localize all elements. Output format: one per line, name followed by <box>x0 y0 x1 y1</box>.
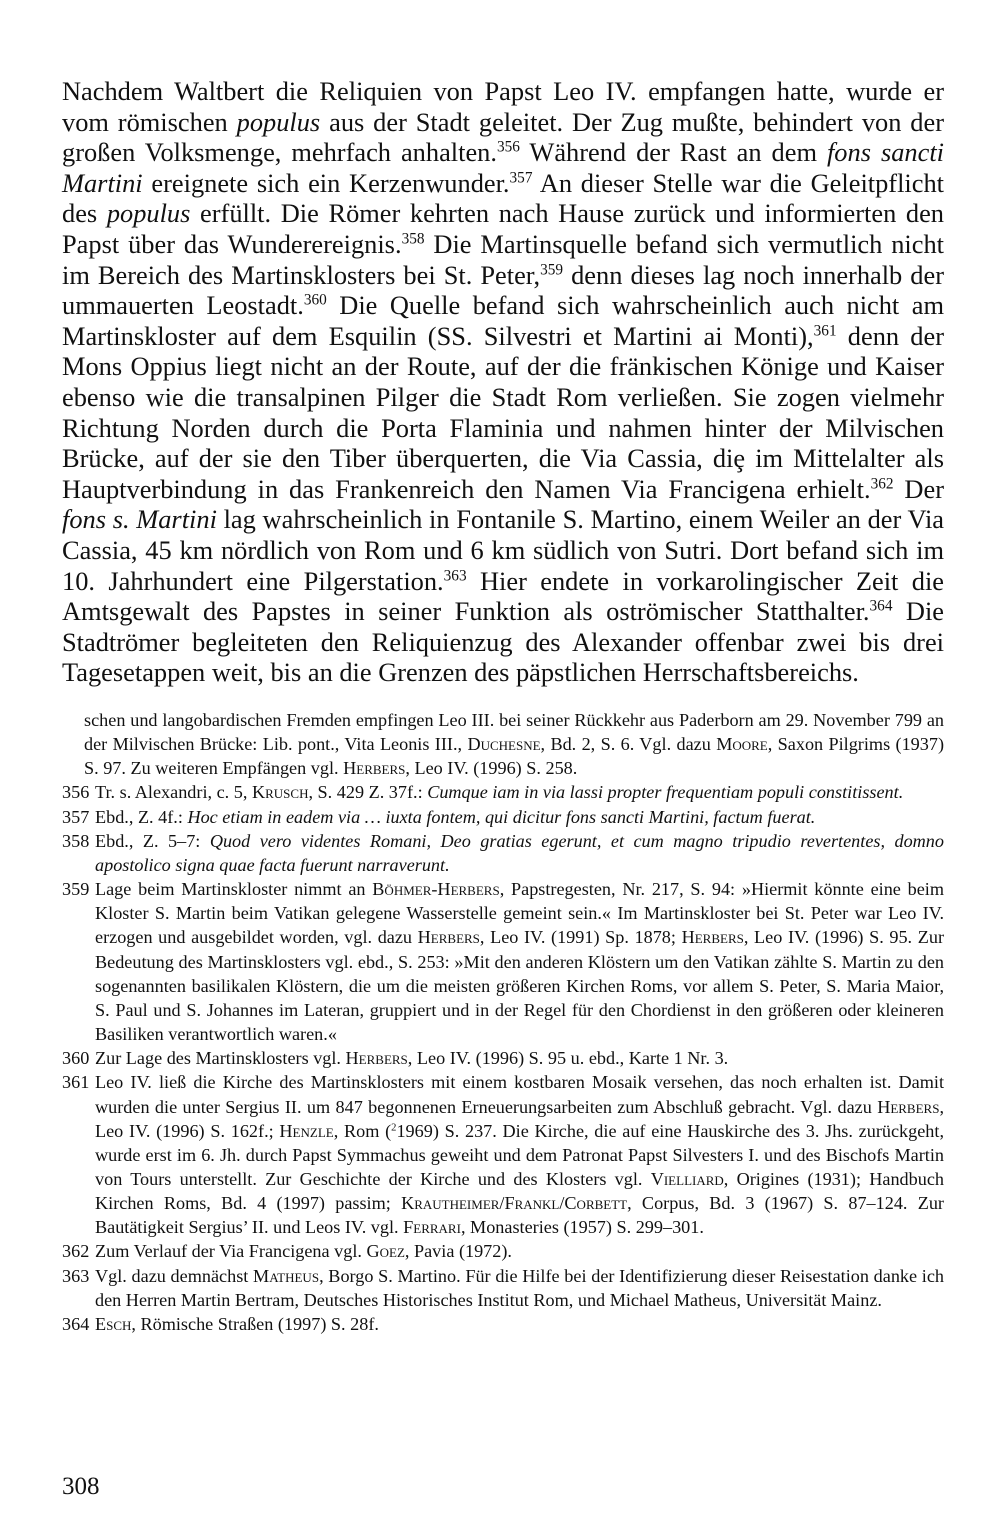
author-name: Henzle <box>279 1120 334 1141</box>
footnote-text: , Leo IV. (1996) S. 95. Zur Bedeutung des Martinsklosters vgl. ebd., S. 253: »Mit den anderen Klöstern um den Vatikan zählte S. Martin zu den sogenannten basilikalen Klöstern, die um die meisten größeren Kirchen Roms, vor allem S. Peter, S. Maria Maior, S. Paul und S. Johannes im Lateran, gruppiert und in der Regel für den Chordienst in den größeren oder kleineren Basiliken verantwortlich waren.« <box>95 927 944 1045</box>
footnote-number: 361 <box>62 1072 90 1093</box>
footnote-text: , Leo IV. (1996) S. 95 u. ebd., Karte 1 Nr. 3. <box>407 1048 729 1069</box>
footnote-360 <box>62 1046 944 1070</box>
author-name: Goez <box>366 1241 405 1262</box>
footnote-362 <box>62 1239 944 1263</box>
footnote-text: , Papstregesten, Nr. 217, S. 94: »Hiermit könnte eine beim Kloster S. Martin beim Vatikan gelegene Wasserstelle gemeint sein.« Im Martinskloster bei St. Peter war Leo IV. erzogen und ausgebildet worden, vgl. dazu <box>95 879 944 948</box>
footnote-358 <box>62 829 944 877</box>
footnote-356 <box>62 780 944 804</box>
footnote-ref-360[interactable]: 360 <box>303 291 327 309</box>
text-run: denn dieses lag noch innerhalb der ummauerten Leostadt. <box>62 259 944 321</box>
author-name: Moore <box>716 734 768 755</box>
footnote-ref-361[interactable]: 361 <box>813 322 837 340</box>
footnote-ref-363[interactable]: 363 <box>443 567 467 585</box>
footnote-ref-364[interactable]: 364 <box>869 597 893 615</box>
italic-term: fons sancti Martini <box>62 137 944 198</box>
footnote-text: , Origines (1931); Handbuch Kirchen Roms, Bd. 4 (1997) passim; <box>95 1168 944 1214</box>
footnote-number: 359 <box>62 879 90 900</box>
footnote-text: , Rom ( <box>333 1120 392 1141</box>
footnote-359 <box>62 877 944 1046</box>
footnote-text: , Saxon Pilgrims (1937) S. 97. Zu weiteren Empfängen vgl. <box>84 734 944 779</box>
author-name: Krusch <box>251 782 309 803</box>
latin-quote: Hoc etiam in eadem via … iuxta fontem, qui dicitur fons sancti Martini, factum fuerat. <box>187 806 816 827</box>
footnote-number: 364 <box>62 1313 90 1334</box>
footnote-ref-362[interactable]: 362 <box>870 475 894 493</box>
author-name: Esch <box>95 1313 132 1334</box>
italic-term: fons s. Martini <box>62 504 217 535</box>
footnote-text: , Pavia (1972). <box>404 1241 512 1262</box>
footnote-ref-358[interactable]: 358 <box>401 230 425 248</box>
italic-term: populus <box>236 106 321 137</box>
footnote-text: Zum Verlauf der Via Francigena vgl. <box>95 1241 367 1262</box>
footnote-text: Ebd., Z. 5–7: <box>95 830 210 851</box>
main-body-paragraph <box>62 76 944 688</box>
footnote-361 <box>62 1070 944 1239</box>
footnote-text: , Leo IV. (1991) Sp. 1878; <box>479 927 682 948</box>
footnote-364 <box>62 1312 944 1336</box>
latin-quote: Cumque iam in via lassi propter frequentiam populi constitissent. <box>427 782 904 803</box>
text-run: aus der Stadt geleitet. Der Zug mußte, behindert von der großen Volksmenge, mehrfach anhalten. <box>62 106 944 168</box>
footnote-357 <box>62 805 944 829</box>
footnote-text: , Borgo S. Martino. Für die Hilfe bei der Identifizierung dieser Reisestation danke ich den Herren Martin Bertram, Deutsches Historisches Institut Rom, und Michael Matheus, Universität Mainz. <box>95 1265 944 1310</box>
footnote-text: Ebd., Z. 4f.: <box>95 806 188 827</box>
footnote-text: Lage beim Martinskloster nimmt an <box>95 879 373 900</box>
page-number: 308 <box>62 1473 100 1500</box>
author-name: Herbers <box>417 927 480 948</box>
text-run: ereignete sich ein Kerzenwunder. <box>142 167 510 198</box>
footnote-text: , S. 429 Z. 37f.: <box>308 782 428 803</box>
footnote-number: 360 <box>62 1048 90 1069</box>
text-run: Nachdem Waltbert die Reliquien von Papst Leo IV. empfangen hatte, wurde er vom römischen <box>62 76 944 137</box>
author-name: Vielliard <box>650 1168 724 1189</box>
text-run: denn der Mons Oppius liegt nicht an der Route, auf der die fränkischen Könige und Kaiser ebenso wie die transalpinen Pilger die Stadt Rom verließen. Sie zogen vielmehr Richtung Norden durch die Porta Flaminia und nahmen hinter der Milvischen Brücke, auf der sie den Tiber überquerten, die Via Cassia, diȩ im Mittelalter als Hauptverbindung in das Frankenreich den Namen Via Francigena erhielt. <box>62 320 944 504</box>
italic-term: populus <box>106 198 191 229</box>
footnote-number: 357 <box>62 806 90 827</box>
text-run: An dieser Stelle war die Geleitpflicht des <box>62 167 944 229</box>
author-name: Matheus <box>253 1265 320 1286</box>
latin-quote: Quod vero videntes Romani, Deo gratias egerunt, et cum magno tripudio revertentes, domno apostolico signa quae facta fuerunt narraverunt. <box>95 830 944 875</box>
footnote-continuation <box>62 708 944 780</box>
author-name: Herbers <box>345 1048 408 1069</box>
footnote-text: , Monasteries (1957) S. 299–301. <box>460 1217 704 1238</box>
footnote-text: 1969) S. 237. Die Kirche, die auf eine Hauskirche des 3. Jhs. zurückgeht, wurde erst im 6. Jh. durch Papst Symmachus geweiht und dem Patronat Papst Silvesters I. und des Bischofs Martin von Tours unterstellt. Zur Geschichte der Kirche und des Klosters vgl. <box>95 1120 944 1189</box>
footnote-text: , Römische Straßen (1997) S. 28f. <box>131 1313 379 1334</box>
text-run: lag wahrscheinlich in Fontanile S. Martino, einem Weiler an der Via Cassia, 45 km nördlich von Rom und 6 km südlich von Sutri. Dort befand sich im 10. Jahrhundert eine Pilgerstation. <box>62 504 945 596</box>
footnotes-section <box>62 708 944 1336</box>
footnote-number: 356 <box>62 782 90 803</box>
footnote-ref-359[interactable]: 359 <box>540 261 564 279</box>
text-run: Während der Rast an dem <box>519 137 827 168</box>
footnote-363 <box>62 1264 944 1312</box>
footnote-number: 358 <box>62 830 90 851</box>
author-name: Ferrari <box>403 1217 461 1238</box>
footnote-text: , Leo IV. (1996) S. 162f.; <box>95 1096 944 1141</box>
text-run: Die Martinsquelle befand sich vermutlich nicht im Bereich des Martinsklosters bei St. Peter, <box>62 228 944 290</box>
footnote-text: Leo IV. ließ die Kirche des Martinsklosters mit einem kostbaren Mosaik versehen, das noch erhalten ist. Damit wurden die unter Sergius II. um 847 begonnenen Erneuerungsarbeiten zum Abschluß gebracht. Vgl. dazu <box>95 1072 944 1117</box>
footnote-text: , Leo IV. (1996) S. 258. <box>405 758 578 779</box>
author-name: Herbers <box>343 758 406 779</box>
footnote-text: Vgl. dazu demnächst <box>95 1265 254 1286</box>
author-name: Krautheimer/Frankl/Corbett <box>401 1193 628 1214</box>
text-run: Die Stadtrömer begleiteten den Reliquienzug des Alexander offenbar zwei bis drei Tagesetappen weit, bis an die Grenzen des päpstlichen Herrschaftsbereichs. <box>62 596 945 688</box>
footnote-text: Tr. s. Alexandri, c. 5, <box>95 782 252 803</box>
footnote-ref-357[interactable]: 357 <box>509 169 533 187</box>
text-run: erfüllt. Die Römer kehrten nach Hause zurück und informierten den Papst über das Wunderereignis. <box>62 198 944 259</box>
footnote-number: 363 <box>62 1265 90 1286</box>
footnote-ref-356[interactable]: 356 <box>496 138 520 156</box>
footnote-number: 362 <box>62 1241 90 1262</box>
author-name: Böhmer-Herbers <box>372 879 500 900</box>
footnote-text: schen und langobardischen Fremden empfingen Leo III. bei seiner Rückkehr aus Paderborn am 29. November 799 an der Milvischen Brücke: Lib. pont., Vita Leonis III., <box>84 710 944 755</box>
text-run: Der <box>893 473 944 504</box>
author-name: Herbers <box>681 927 744 948</box>
footnote-text: Zur Lage des Martinsklosters vgl. <box>95 1048 346 1069</box>
text-run: Hier endete in vorkarolingischer Zeit die Amtsgewalt des Papstes in seiner Funktion als oströmischer Statthalter. <box>62 565 945 627</box>
author-name: Herbers <box>877 1096 940 1117</box>
author-name: Duchesne <box>467 734 541 755</box>
edition-superscript: 2 <box>391 1122 397 1134</box>
footnote-text: , Bd. 2, S. 6. Vgl. dazu <box>540 734 717 755</box>
text-run: Die Quelle befand sich wahrscheinlich auch nicht am Martinskloster auf dem Esquilin (SS. Silvestri et Martini ai Monti), <box>62 290 944 351</box>
footnote-text: , Corpus, Bd. 3 (1967) S. 87–124. Zur Bautätigkeit Sergius’ II. und Leos IV. vgl. <box>95 1193 944 1238</box>
